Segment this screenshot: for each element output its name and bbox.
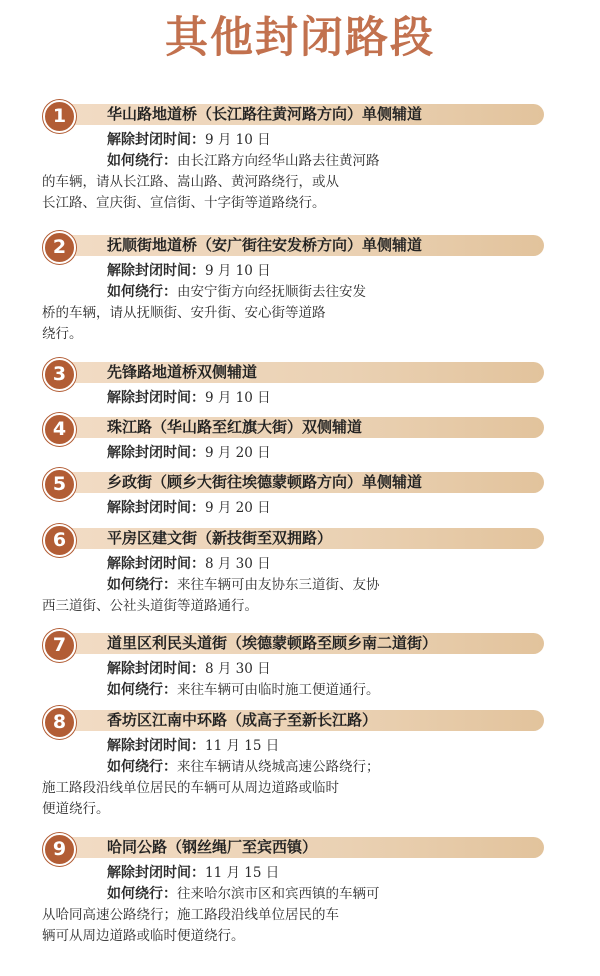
detour-text: 由长江路方向经华山路去往黄河路 xyxy=(177,153,380,169)
release-time-label: 解除封闭时间： xyxy=(107,556,205,572)
detour-line xyxy=(42,596,258,617)
detour-text: 长江路、宣庆街、宣信街、十字街等道路绕行。 xyxy=(42,195,326,211)
detour-line xyxy=(42,905,339,926)
detour-line xyxy=(42,172,339,193)
detour-label: 如何绕行： xyxy=(107,153,177,169)
detour-text: 便道绕行。 xyxy=(42,801,110,817)
detour-line xyxy=(107,282,366,303)
detour-label: 如何绕行： xyxy=(107,284,177,300)
detour-text: 从哈同高速公路绕行；施工路段沿线单位居民的车 xyxy=(42,907,339,923)
detour-line xyxy=(42,778,339,799)
detour-line xyxy=(107,884,380,905)
release-time-line xyxy=(107,736,279,757)
item-number-badge: 5 xyxy=(43,468,76,501)
item-number-badge: 9 xyxy=(43,833,76,866)
detour-text: 往来哈尔滨市区和宾西镇的车辆可 xyxy=(177,886,380,902)
page-title: 其他封闭路段 xyxy=(165,13,435,63)
release-time-line xyxy=(107,498,271,519)
detour-line xyxy=(42,303,326,324)
release-time-line xyxy=(107,659,271,680)
detour-label: 如何绕行： xyxy=(107,682,177,698)
item-number-badge: 4 xyxy=(43,413,76,446)
release-time-line xyxy=(107,863,279,884)
detour-text: 的车辆，请从长江路、嵩山路、黄河路绕行，或从 xyxy=(42,174,339,190)
detour-line xyxy=(107,575,380,596)
item-number-badge: 7 xyxy=(43,629,76,662)
item-number-badge: 3 xyxy=(43,358,76,391)
detour-line xyxy=(42,193,326,214)
release-time-label: 解除封闭时间： xyxy=(107,132,205,148)
item-number-badge: 8 xyxy=(43,706,76,739)
road-name: 平房区建文街（新技街至双拥路） xyxy=(107,529,333,547)
detour-line xyxy=(107,680,380,701)
detour-text: 西三道街、公社头道街等道路通行。 xyxy=(42,598,258,614)
detour-text: 绕行。 xyxy=(42,326,83,342)
detour-text: 来往车辆可由临时施工便道通行。 xyxy=(177,682,380,698)
detour-line xyxy=(42,926,245,947)
road-name: 乡政街（顾乡大街往埃德蒙顿路方向）单侧辅道 xyxy=(107,473,423,491)
road-name: 香坊区江南中环路（成高子至新长江路） xyxy=(107,711,378,729)
release-date: 9 月 10 日 xyxy=(205,263,271,279)
release-time-label: 解除封闭时间： xyxy=(107,500,205,516)
detour-label: 如何绕行： xyxy=(107,577,177,593)
release-date: 8 月 30 日 xyxy=(205,661,271,677)
item-number-badge: 2 xyxy=(43,231,76,264)
road-name: 抚顺街地道桥（安广街往安发桥方向）单侧辅道 xyxy=(107,236,423,254)
release-time-label: 解除封闭时间： xyxy=(107,661,205,677)
detour-label: 如何绕行： xyxy=(107,759,177,775)
release-time-line xyxy=(107,130,271,151)
release-time-line xyxy=(107,443,271,464)
release-date: 9 月 10 日 xyxy=(205,390,271,406)
release-date: 9 月 20 日 xyxy=(205,500,271,516)
item-number-badge: 1 xyxy=(43,100,76,133)
release-time-label: 解除封闭时间： xyxy=(107,865,205,881)
road-name: 珠江路（华山路至红旗大街）双侧辅道 xyxy=(107,418,363,436)
release-date: 8 月 30 日 xyxy=(205,556,271,572)
road-name: 哈同公路（钢丝绳厂至宾西镇） xyxy=(107,838,318,856)
road-name: 华山路地道桥（长江路往黄河路方向）单侧辅道 xyxy=(107,105,423,123)
release-time-label: 解除封闭时间： xyxy=(107,738,205,754)
release-time-line xyxy=(107,261,271,282)
release-date: 9 月 20 日 xyxy=(205,445,271,461)
road-name: 先锋路地道桥双侧辅道 xyxy=(107,363,258,381)
detour-text: 施工路段沿线单位居民的车辆可从周边道路或临时 xyxy=(42,780,339,796)
road-name: 道里区利民头道街（埃德蒙顿路至顾乡南二道街） xyxy=(107,634,438,652)
release-time-label: 解除封闭时间： xyxy=(107,263,205,279)
detour-text: 桥的车辆，请从抚顺街、安升街、安心街等道路 xyxy=(42,305,326,321)
item-number-badge: 6 xyxy=(43,524,76,557)
detour-text: 来往车辆请从绕城高速公路绕行； xyxy=(177,759,380,775)
release-date: 11 月 15 日 xyxy=(205,865,280,881)
detour-text: 辆可从周边道路或临时便道绕行。 xyxy=(42,928,245,944)
release-date: 11 月 15 日 xyxy=(205,738,280,754)
detour-text: 来往车辆可由友协东三道街、友协 xyxy=(177,577,380,593)
detour-line xyxy=(107,151,380,172)
detour-text: 由安宁街方向经抚顺街去往安发 xyxy=(177,284,366,300)
detour-line xyxy=(42,324,83,345)
detour-label: 如何绕行： xyxy=(107,886,177,902)
release-time-line xyxy=(107,388,271,409)
detour-line xyxy=(107,757,380,778)
release-time-label: 解除封闭时间： xyxy=(107,390,205,406)
release-date: 9 月 10 日 xyxy=(205,132,271,148)
detour-line xyxy=(42,799,110,820)
release-time-label: 解除封闭时间： xyxy=(107,445,205,461)
release-time-line xyxy=(107,554,271,575)
